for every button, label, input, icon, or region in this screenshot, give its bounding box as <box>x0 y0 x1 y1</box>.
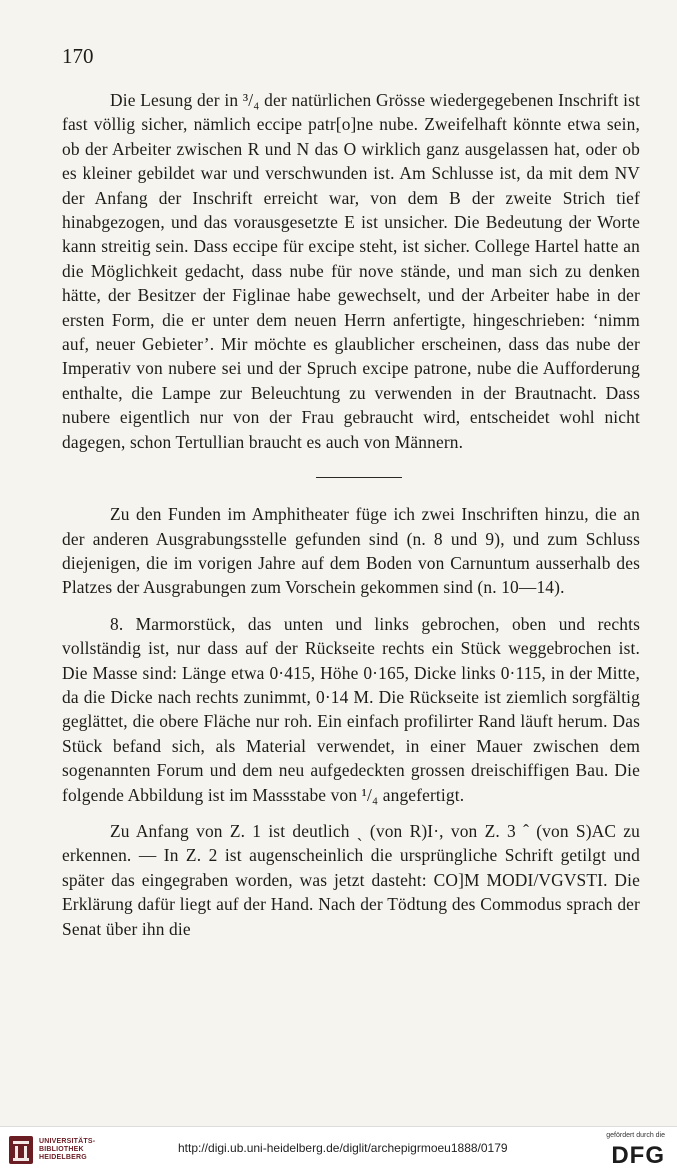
section-divider <box>316 477 402 478</box>
library-name: UNIVERSITÄTS- BIBLIOTHEK HEIDELBERG <box>39 1138 96 1161</box>
paragraph-4: Zu Anfang von Z. 1 ist deutlich ˎ (von R)I·, von Z. 3 ˆ (von S)AC zu erkennen. — In Z. 2 ist augenscheinlich die ursprüngliche Schrift getilgt und später das eingegraben worden, was jetzt dasteht: CO]M MODI/VGVSTI. Die Erklärung dafür liegt auf der Hand. Nach der Tödtung des Commodus sprach der Senat über ihn die <box>62 820 640 939</box>
dfg-logo[interactable]: DFG <box>611 1142 665 1169</box>
library-logo[interactable] <box>8 1135 95 1165</box>
page-number: 170 <box>62 44 94 68</box>
funded-by-label: gefördert durch die <box>606 1132 665 1139</box>
paragraph-1: Die Lesung der in ³/₄ der natürlichen Grösse wiedergegebenen Inschrift ist fast völlig sicher, nämlich eccipe patr[o]ne nube. Zweifelhaft könnte etwa sein, ob der Arbeiter zwischen R und N das O wirklich ganz ausgelassen hat, oder ob es kleiner gebildet war und verschwunden ist. Am Schlusse ist, da mit dem NV der Anfang der Inschrift erreicht war, von dem B der zweite Strich tief hinabgezogen, und das vorausgesetzte E ist unsicher. Die Bedeutung der Worte kann streitig sein. Dass eccipe für excipe steht, ist sicher. College Hartel hatte an die Möglichkeit gedacht, dass nube für nove stände, und man sich zu denken hätte, der Besitzer der Figlinae habe gewechselt, und der Arbeiter habe in der ersten Form, die er unter dem neuen Herrn anfertigte, hingeschrieben: ‘nimm auf, neuer Gebieter’. Mir möchte es glaublicher erscheinen, dass das nube der Imperativ von nubere sei und der Spruch excipe patrone, nube die Aufforderung enthalte, die Lampe zur Beleuchtung zu verwenden in der Brautnacht. Dass nubere eigentlich nur von der Frau gebraucht wird, entscheidet wohl nicht dagegen, schon Tertullian braucht es auch von Männern. <box>62 90 640 452</box>
body-text <box>62 88 640 941</box>
source-url-link[interactable]: http://digi.ub.uni-heidelberg.de/diglit/archepigrmoeu1888/0179 <box>178 1141 508 1155</box>
paragraph-3: 8. Marmorstück, das unten und links gebrochen, oben und rechts vollständig ist, nur dass auf der Rückseite rechts ein Stück weggebrochen ist. Die Masse sind: Länge etwa 0·415, Höhe 0·165, Dicke links 0·115, in der Mitte, da die Dicke nach rechts zunimmt, 0·14 M. Die Rückseite ist ziemlich sorgfältig geglättet, die obere Fläche nur roh. Ein einfach profilirter Rand läuft herum. Das Stück befand sich, als Material verwendet, in einer Mauer zwischen dem sogenannten Forum und dem neu aufgedeckten grossen dreischiffigen Bau. Die folgende Abbildung ist im Massstabe von ¹/₄ angefertigt. <box>62 613 640 805</box>
paragraph-2: Zu den Funden im Amphitheater füge ich zwei Inschriften hinzu, die an der anderen Ausgrabungsstelle gefunden sind (n. 8 und 9), und zum Schluss diejenigen, die im vorigen Jahre auf dem Boden von Carnuntum ausserhalb des Platzes der Ausgrabungen zum Vorschein gekommen sind (n. 10—14). <box>62 504 640 598</box>
digitization-footer <box>0 1126 677 1175</box>
library-seal-icon <box>8 1135 34 1165</box>
